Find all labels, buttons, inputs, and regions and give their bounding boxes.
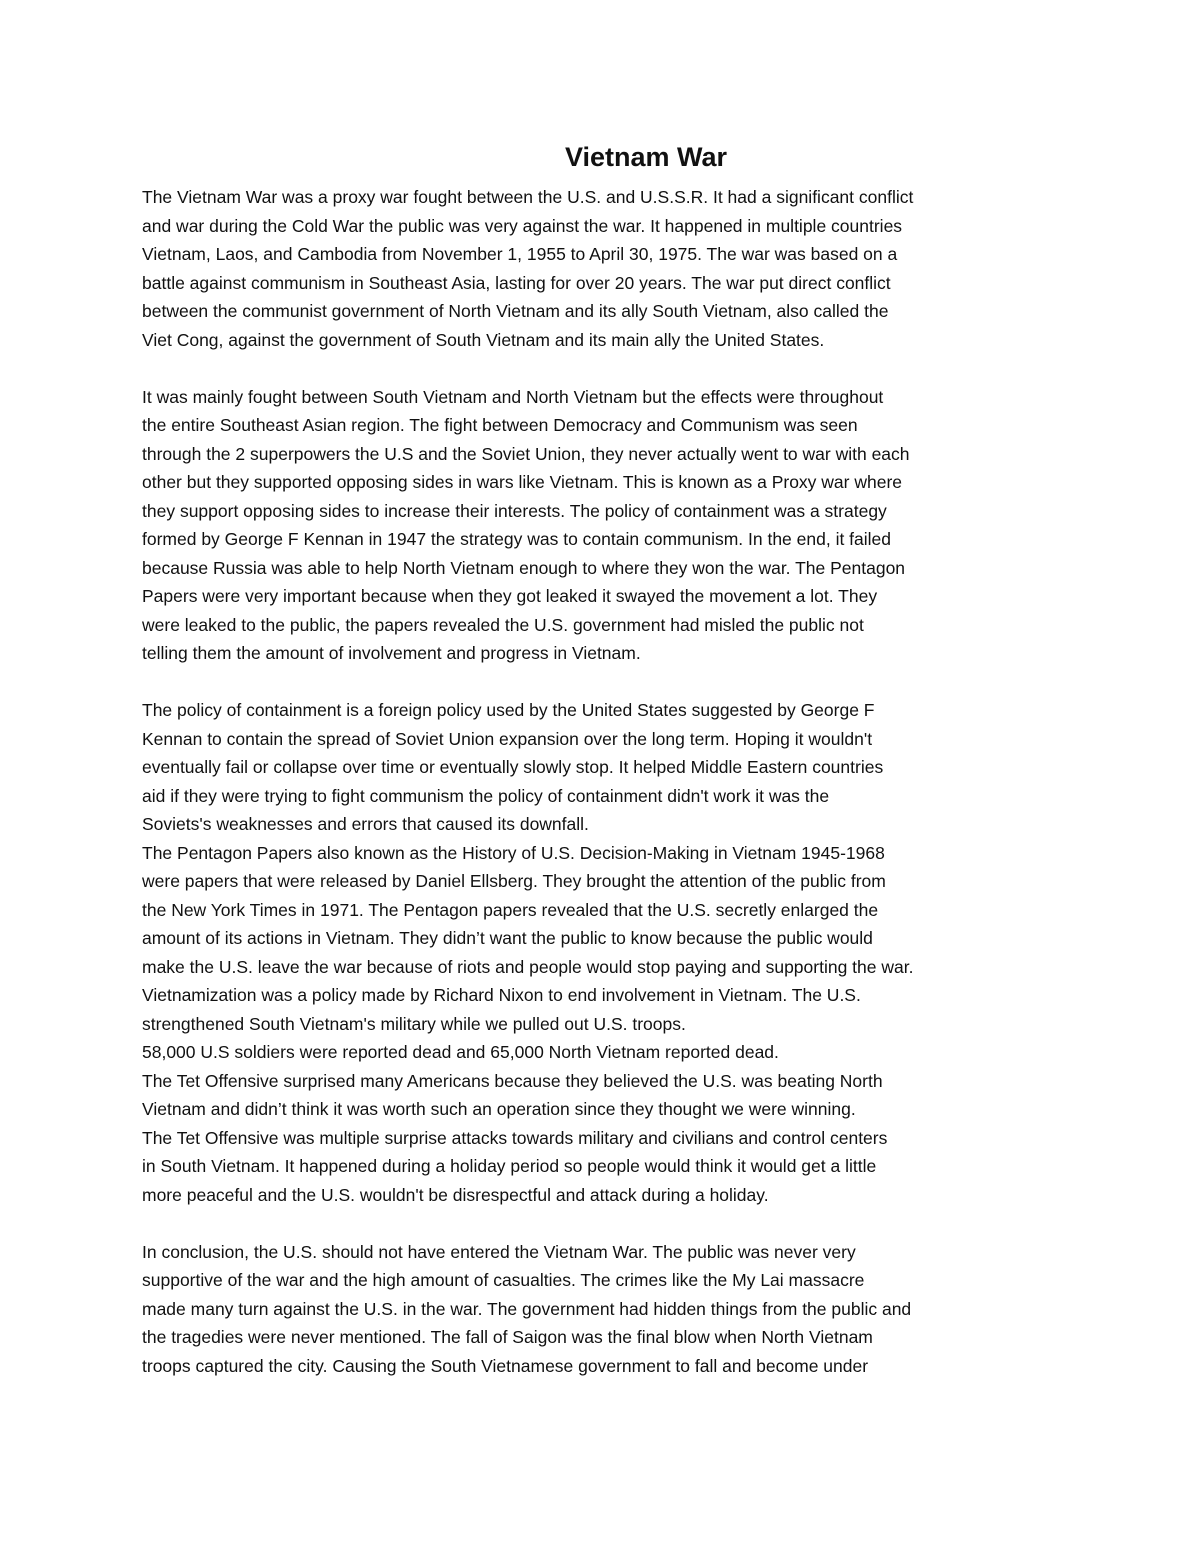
document-title: Vietnam War (564, 142, 728, 172)
text-line: The Pentagon Papers also known as the History of U.S. Decision-Making in Vietnam 1945-1968 (142, 842, 885, 863)
document-body (142, 183, 1072, 1380)
text-line: Soviets's weaknesses and errors that caused its downfall. (142, 814, 589, 834)
text-line: Kennan to contain the spread of Soviet Union expansion over the long term. Hoping it wouldn't (142, 728, 873, 749)
text-line: and war during the Cold War the public was very against the war. It happened in multiple countries (142, 215, 903, 236)
text-line: Vietnamization was a policy made by Richard Nixon to end involvement in Vietnam. The U.S. (142, 985, 861, 1005)
text-line: they support opposing sides to increase their interests. The policy of containment was a strategy (142, 500, 887, 521)
text-line: through the 2 superpowers the U.S and the Soviet Union, they never actually went to war with each (142, 443, 910, 464)
text-line: Vietnam and didn’t think it was worth such an operation since they thought we were winning. (142, 1099, 856, 1119)
text-line: strengthened South Vietnam's military while we pulled out U.S. troops. (142, 1013, 686, 1034)
text-line: made many turn against the U.S. in the war. The government had hidden things from the public and (142, 1298, 912, 1319)
text-line: more peaceful and the U.S. wouldn't be disrespectful and attack during a holiday. (142, 1184, 769, 1205)
text-line: battle against communism in Southeast Asia, lasting for over 20 years. The war put direct conflict (142, 272, 891, 293)
text-line: troops captured the city. Causing the South Vietnamese government to fall and become under (142, 1355, 869, 1376)
text-line: It was mainly fought between South Vietnam and North Vietnam but the effects were throughout (142, 386, 884, 407)
text-line: aid if they were trying to fight communism the policy of containment didn't work it was the (142, 785, 830, 806)
text-line: were papers that were released by Daniel Ellsberg. They brought the attention of the public from (142, 871, 886, 891)
text-line: because Russia was able to help North Vietnam enough to where they won the war. The Pentagon (142, 557, 906, 578)
text-line: formed by George F Kennan in 1947 the strategy was to contain communism. In the end, it failed (142, 529, 892, 549)
text-line: were leaked to the public, the papers revealed the U.S. government had misled the public not (142, 614, 864, 635)
paragraph-break (142, 354, 1072, 383)
text-line: 58,000 U.S soldiers were reported dead and 65,000 North Vietnam reported dead. (142, 1042, 779, 1062)
text-line: the tragedies were never mentioned. The fall of Saigon was the final blow when North Vietnam (142, 1327, 873, 1347)
text-line: Papers were very important because when they got leaked it swayed the movement a lot. They (142, 586, 878, 606)
text-line: Vietnam, Laos, and Cambodia from November 1, 1955 to April 30, 1975. The war was based on a (142, 244, 898, 264)
text-line: in South Vietnam. It happened during a holiday period so people would think it would get a little (142, 1156, 877, 1176)
text-line: telling them the amount of involvement and progress in Vietnam. (142, 643, 641, 663)
text-line: between the communist government of North Vietnam and its ally South Vietnam, also called the (142, 301, 889, 321)
text-line: The Tet Offensive surprised many Americans because they believed the U.S. was beating North (142, 1070, 883, 1091)
text-line: supportive of the war and the high amount of casualties. The crimes like the My Lai massacre (142, 1270, 865, 1290)
text-line: the New York Times in 1971. The Pentagon papers revealed that the U.S. secretly enlarged the (142, 899, 879, 920)
text-line: amount of its actions in Vietnam. They didn’t want the public to know because the public would (142, 928, 873, 948)
paragraph-break (142, 1209, 1072, 1238)
text-line: make the U.S. leave the war because of riots and people would stop paying and supporting the war. (142, 956, 914, 977)
text-line: eventually fail or collapse over time or eventually slowly stop. It helped Middle Eastern countries (142, 757, 884, 777)
text-line: the entire Southeast Asian region. The fight between Democracy and Communism was seen (142, 415, 858, 435)
text-line: The policy of containment is a foreign policy used by the United States suggested by George F (142, 700, 875, 720)
text-line: The Tet Offensive was multiple surprise attacks towards military and civilians and control centers (142, 1127, 888, 1148)
text-line: Viet Cong, against the government of South Vietnam and its main ally the United States. (142, 329, 825, 350)
text-line: other but they supported opposing sides in wars like Vietnam. This is known as a Proxy war where (142, 472, 903, 492)
text-line: The Vietnam War was a proxy war fought between the U.S. and U.S.S.R. It had a significant conflict (142, 187, 914, 207)
paragraph-break (142, 668, 1072, 697)
text-line: In conclusion, the U.S. should not have entered the Vietnam War. The public was never very (142, 1241, 856, 1262)
